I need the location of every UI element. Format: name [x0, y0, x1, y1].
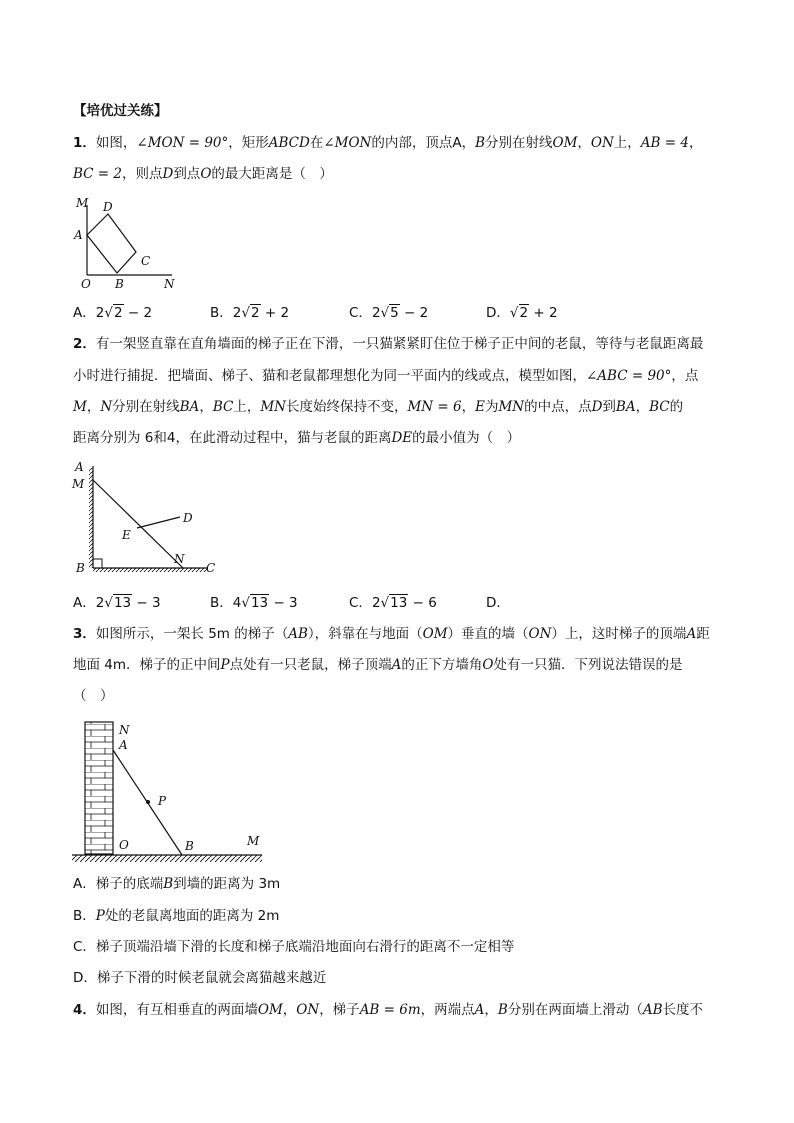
q4-text: 分别在两面墙上滑动（ [507, 1002, 643, 1018]
q2-text: 小时进行捕捉．把墙面、梯子、猫和老鼠都理想化为同一平面内的线或点，模型如图， [73, 368, 586, 384]
q1-text: 分别在射线 [485, 135, 553, 151]
q2-math: E [475, 399, 485, 415]
q1-options [73, 303, 558, 323]
q3-option-c[interactable]: C．梯子顶端沿墙下滑的长度和梯子底端沿地面向右滑行的距离不一定相等 [73, 939, 515, 955]
q1-label-d: D [103, 200, 113, 214]
q2-figure [70, 458, 230, 582]
q2-label-d: D [183, 511, 193, 525]
q3-text: ），斜靠在与地面（ [307, 626, 423, 642]
q2-number: 2． [73, 336, 96, 352]
q2-math: ∠ABC = 90° [586, 368, 672, 384]
q3-text: 点处有一只老鼠，梯子顶端 [229, 657, 392, 673]
q3-text: 的正下方墙角 [401, 657, 483, 673]
q4-text: ， [484, 1002, 498, 1018]
q4-number: 4． [73, 1002, 96, 1018]
q2-text: 为 [484, 399, 499, 415]
q3-math: A [686, 626, 697, 642]
q2-line-1 [73, 334, 703, 354]
q1-option-a[interactable]: A．2√2 − 2 [73, 305, 153, 321]
q2-label-c: C [206, 561, 216, 575]
q3-label-a: A [119, 738, 128, 752]
q3-text: 处有一只猫．下列说法错误的是 [493, 657, 683, 673]
q2-option-a[interactable]: A．2√13 − 3 [73, 595, 161, 611]
q1-math: ∠MON [323, 135, 372, 151]
q3-text: 地面 4m．梯子的正中间 [73, 657, 221, 673]
q1-label-a: A [74, 228, 83, 242]
q3-ground-hatch [72, 855, 262, 862]
q2-text: 的最小值为（ ） [412, 430, 521, 446]
section-title: 【培优过关练】 [73, 103, 168, 119]
q1-line-1 [73, 133, 702, 153]
q2-text: 上， [233, 399, 261, 415]
option-radicand: 2 [250, 305, 260, 321]
option-letter: D． [486, 595, 510, 611]
q1-text: ， [577, 135, 591, 151]
q2-segment-de [137, 517, 180, 528]
q3-label-m: M [247, 834, 260, 848]
q3-label-b: B [185, 839, 194, 853]
option-coef: 2 [232, 305, 242, 321]
q2-math: BC [212, 399, 234, 415]
q4-math: ON [296, 1002, 320, 1018]
q1-label-o: O [81, 277, 91, 291]
option-tail: − 2 [123, 305, 153, 321]
q1-math: D [162, 166, 174, 182]
q1-text: 在 [309, 135, 324, 151]
q3-text: 距 [696, 626, 710, 642]
q1-option-b[interactable]: B．2√2 + 2 [210, 305, 290, 321]
q2-text: 到 [602, 399, 616, 415]
q3-line-3: （ ） [73, 688, 114, 704]
q1-text: ， [688, 135, 703, 151]
q3-math: OM [422, 626, 448, 642]
q1-figure [70, 195, 185, 293]
q3-option-text: B． [73, 908, 96, 924]
q1-text: ，矩形 [228, 135, 269, 151]
q2-text: ，点 [671, 368, 699, 384]
q2-text: 距离分别为 6和4，在此滑动过程中，猫与老鼠的距离 [73, 430, 392, 446]
q3-option-text: 到墙的距离为 3m [173, 876, 281, 892]
q2-text: ， [635, 399, 650, 415]
q3-text: ）上，这时梯子的顶端 [551, 626, 687, 642]
q4-text: ，两端点 [420, 1002, 475, 1018]
q2-math: BA [615, 399, 636, 415]
q1-line-2 [73, 164, 333, 184]
q2-label-m: M [72, 477, 85, 491]
q1-label-c: C [141, 254, 151, 268]
option-letter: A． [73, 305, 96, 321]
q1-rectangle [87, 214, 136, 273]
option-tail: + 2 [260, 305, 290, 321]
q2-text: 长度始终保持不变， [285, 399, 408, 415]
option-tail: − 3 [132, 595, 161, 611]
q3-brick-wall [85, 722, 113, 854]
q2-option-d[interactable] [486, 593, 510, 613]
q1-math: AB = 4 [640, 135, 689, 151]
option-coef: 2 [371, 595, 381, 611]
q1-text: 的内部，顶点A， [371, 135, 476, 151]
q3-line-1 [73, 624, 710, 644]
q3-line-2 [73, 655, 682, 675]
option-letter: D． [486, 305, 510, 321]
q3-number: 3． [73, 626, 96, 642]
q2-right-angle [93, 559, 102, 568]
q2-math: MN [260, 399, 286, 415]
option-letter: C． [349, 595, 372, 611]
q1-math: B [475, 135, 486, 151]
q4-text: 长度不 [662, 1002, 703, 1018]
q1-math: ABCD [268, 135, 310, 151]
option-coef: 2 [371, 305, 381, 321]
q4-text: ，梯子 [319, 1002, 360, 1018]
q3-label-p: P [158, 794, 167, 808]
q2-label-e: E [122, 528, 131, 542]
q3-math: A [391, 657, 402, 673]
q2-line-2 [73, 366, 698, 386]
q2-text: 的中点，点 [524, 399, 592, 415]
q4-text: ， [282, 1002, 297, 1018]
option-letter: C． [349, 305, 372, 321]
q1-math: ON [590, 135, 614, 151]
q2-label-n: N [174, 552, 185, 566]
q4-math: AB = 6m [359, 1002, 421, 1018]
q1-math: BC = 2 [73, 166, 122, 182]
q2-label-a: A [75, 460, 84, 474]
q2-ladder-mn [93, 480, 183, 568]
q3-option-text: 处的老鼠离地面的距离为 2m [104, 908, 280, 924]
q2-math: DE [391, 430, 413, 446]
q2-math: BA [179, 399, 200, 415]
option-coef: 4 [232, 595, 242, 611]
q4-text: 如图，有互相垂直的两面墙 [95, 1002, 258, 1018]
q2-options [73, 593, 510, 613]
q3-option-a[interactable] [73, 874, 280, 894]
q2-text: ， [86, 399, 101, 415]
option-coef: 2 [95, 595, 105, 611]
q3-math: O [482, 657, 494, 673]
option-radicand: 2 [519, 305, 529, 321]
q1-math: O [200, 166, 212, 182]
option-letter: A． [73, 595, 96, 611]
q2-option-c[interactable]: C．2√13 − 6 [349, 595, 437, 611]
option-letter: B． [210, 305, 233, 321]
q2-math: N [100, 399, 113, 415]
q3-text: ）垂直的墙（ [447, 626, 529, 642]
q3-option-text: A．梯子的底端 [73, 876, 164, 892]
q1-text: 的最大距离是（ ） [211, 166, 333, 182]
q2-option-b[interactable]: B．4√13 − 3 [210, 595, 298, 611]
q2-math: MN = 6 [407, 399, 462, 415]
q1-option-c[interactable]: C．2√5 − 2 [349, 305, 429, 321]
q4-math: B [497, 1002, 508, 1018]
q3-option-math: B [163, 876, 174, 892]
q1-label-n: N [164, 277, 175, 291]
q4-math: OM [257, 1002, 283, 1018]
option-radicand: 13 [390, 595, 408, 611]
q1-math: OM [552, 135, 578, 151]
q1-label-m: M [76, 196, 89, 210]
q1-text: ，则点 [121, 166, 163, 182]
q1-text: 如图， [95, 135, 137, 151]
option-tail: − 6 [408, 595, 437, 611]
option-coef: 2 [95, 305, 105, 321]
q2-text: ， [199, 399, 213, 415]
q3-figure [70, 712, 265, 867]
q3-label-n: N [119, 723, 130, 737]
option-tail: − 3 [269, 595, 298, 611]
q2-math: MN [498, 399, 525, 415]
q1-number: 1． [73, 135, 96, 151]
q3-point-p [146, 800, 150, 804]
q3-math: AB [288, 626, 308, 642]
q4-math: AB [642, 1002, 663, 1018]
q2-text: 的 [669, 399, 684, 415]
q3-option-b[interactable] [73, 906, 279, 926]
q2-line-3 [73, 397, 683, 417]
option-letter: B． [210, 595, 233, 611]
q2-text: ， [461, 399, 476, 415]
option-tail: − 2 [399, 305, 429, 321]
option-radicand: 5 [390, 305, 399, 321]
q3-option-d[interactable]: D．梯子下滑的时候老鼠就会离猫越来越近 [73, 970, 327, 986]
q2-math: BC [649, 399, 670, 415]
q3-text: 如图所示，一架长 5m 的梯子（ [95, 626, 289, 642]
q3-option-math: P [95, 908, 105, 924]
q1-option-d[interactable]: D．√2 + 2 [486, 305, 558, 321]
q2-text: 分别在射线 [112, 399, 180, 415]
q1-text: 上， [613, 135, 641, 151]
option-tail: + 2 [529, 305, 558, 321]
q3-math: ON [528, 626, 552, 642]
q2-math: D [591, 399, 603, 415]
q1-text: 到点 [173, 166, 201, 182]
q3-math: P [220, 657, 230, 673]
q4-math: A [474, 1002, 485, 1018]
q4-line-1 [73, 1000, 703, 1020]
option-radicand: 13 [113, 595, 132, 611]
q2-text: 有一架竖直靠在直角墙面的梯子正在下滑，一只猫紧紧盯住位于梯子正中间的老鼠，等待与老鼠距离最 [95, 336, 704, 352]
q2-math: M [73, 399, 87, 415]
q3-label-o: O [119, 838, 129, 852]
q1-math: ∠MON = 90° [136, 135, 229, 151]
option-radicand: 13 [250, 595, 269, 611]
q1-label-b: B [115, 277, 124, 291]
q2-label-b: B [76, 561, 85, 575]
q2-line-4 [73, 428, 520, 448]
option-radicand: 2 [113, 305, 123, 321]
